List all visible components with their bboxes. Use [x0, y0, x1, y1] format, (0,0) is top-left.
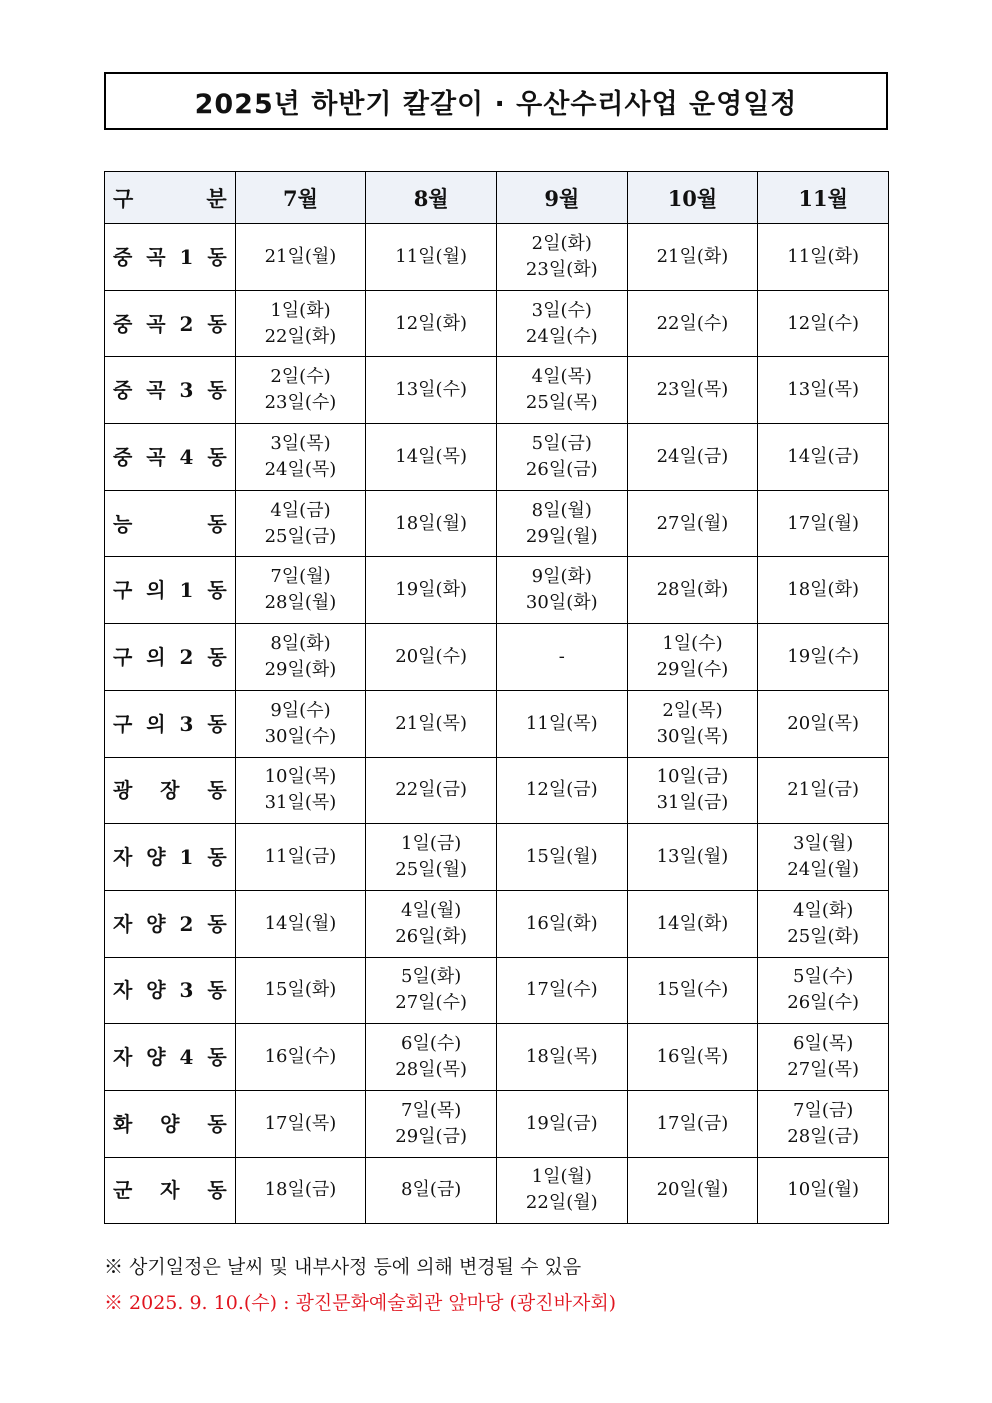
table-row: [105, 557, 889, 624]
date-cell: 6일(수) 28일(목): [366, 1024, 497, 1091]
date-cell: 4일(월) 26일(화): [366, 890, 497, 957]
date-cell: 17일(수): [496, 957, 627, 1024]
note-weather: ※ 상기일정은 날씨 및 내부사정 등에 의해 변경될 수 있음: [104, 1256, 582, 1278]
date-cell: 2일(목) 30일(목): [627, 690, 758, 757]
date-cell: 7일(목) 29일(금): [366, 1090, 497, 1157]
month-header: 11월: [758, 172, 889, 224]
table-row: [105, 624, 889, 691]
date-cell: 6일(목) 27일(목): [758, 1024, 889, 1091]
month-header: 9월: [496, 172, 627, 224]
table-row: [105, 290, 889, 357]
district-label: 중 곡 4 동: [105, 424, 236, 491]
note-bazaar: ※ 2025. 9. 10.(수) : 광진문화예술회관 앞마당 (광진바자회): [104, 1292, 617, 1314]
date-cell: 19일(금): [496, 1090, 627, 1157]
date-cell: 16일(수): [235, 1024, 366, 1091]
district-label: 능 동: [105, 490, 236, 557]
district-label: 자 양 4 동: [105, 1024, 236, 1091]
date-cell: 10일(월): [758, 1157, 889, 1224]
date-cell: 12일(금): [496, 757, 627, 824]
date-cell: 20일(월): [627, 1157, 758, 1224]
district-label: 자 양 2 동: [105, 890, 236, 957]
month-header: 7월: [235, 172, 366, 224]
date-cell: 2일(수) 23일(수): [235, 357, 366, 424]
date-cell: 13일(목): [758, 357, 889, 424]
corner-header: 구 분: [105, 172, 236, 224]
date-cell: 19일(화): [366, 557, 497, 624]
date-cell: 17일(월): [758, 490, 889, 557]
date-cell: 4일(화) 25일(화): [758, 890, 889, 957]
table-row: [105, 824, 889, 891]
table-row: [105, 357, 889, 424]
table-body: [105, 224, 889, 1224]
table-row: [105, 957, 889, 1024]
date-cell: 17일(금): [627, 1090, 758, 1157]
date-cell: 3일(월) 24일(월): [758, 824, 889, 891]
date-cell: 13일(수): [366, 357, 497, 424]
date-cell: 11일(목): [496, 690, 627, 757]
date-cell: 8일(금): [366, 1157, 497, 1224]
table-row: [105, 490, 889, 557]
date-cell: 1일(수) 29일(수): [627, 624, 758, 691]
date-cell: 17일(목): [235, 1090, 366, 1157]
date-cell: 1일(화) 22일(화): [235, 290, 366, 357]
district-label: 중 곡 3 동: [105, 357, 236, 424]
date-cell: 4일(목) 25일(목): [496, 357, 627, 424]
date-cell: 9일(수) 30일(수): [235, 690, 366, 757]
date-cell: 21일(목): [366, 690, 497, 757]
date-cell: 4일(금) 25일(금): [235, 490, 366, 557]
date-cell: 11일(화): [758, 224, 889, 291]
date-cell: 21일(금): [758, 757, 889, 824]
district-label: 화 양 동: [105, 1090, 236, 1157]
date-cell: 8일(월) 29일(월): [496, 490, 627, 557]
table-row: [105, 1157, 889, 1224]
schedule-table: [104, 171, 889, 1224]
table-row: [105, 690, 889, 757]
date-cell: 11일(금): [235, 824, 366, 891]
date-cell: 20일(목): [758, 690, 889, 757]
date-cell: 2일(화) 23일(화): [496, 224, 627, 291]
date-cell: 28일(화): [627, 557, 758, 624]
date-cell: 14일(화): [627, 890, 758, 957]
date-cell: 23일(목): [627, 357, 758, 424]
date-cell: 5일(금) 26일(금): [496, 424, 627, 491]
date-cell: 24일(금): [627, 424, 758, 491]
district-label: 중 곡 1 동: [105, 224, 236, 291]
date-cell: 1일(금) 25일(월): [366, 824, 497, 891]
date-cell: 18일(월): [366, 490, 497, 557]
date-cell: 14일(목): [366, 424, 497, 491]
date-cell: 12일(수): [758, 290, 889, 357]
date-cell: 7일(금) 28일(금): [758, 1090, 889, 1157]
date-cell: 3일(목) 24일(목): [235, 424, 366, 491]
date-cell: 22일(금): [366, 757, 497, 824]
page-title: 2025년 하반기 칼갈이 · 우산수리사업 운영일정: [194, 88, 798, 120]
date-cell: 5일(화) 27일(수): [366, 957, 497, 1024]
district-label: 중 곡 2 동: [105, 290, 236, 357]
date-cell: 15일(수): [627, 957, 758, 1024]
date-cell: 9일(화) 30일(화): [496, 557, 627, 624]
date-cell: 22일(수): [627, 290, 758, 357]
date-cell: 18일(목): [496, 1024, 627, 1091]
date-cell: 21일(화): [627, 224, 758, 291]
district-label: 군 자 동: [105, 1157, 236, 1224]
district-label: 구 의 2 동: [105, 624, 236, 691]
date-cell: 13일(월): [627, 824, 758, 891]
district-label: 구 의 1 동: [105, 557, 236, 624]
date-cell: 11일(월): [366, 224, 497, 291]
date-cell: 18일(화): [758, 557, 889, 624]
table-row: [105, 1090, 889, 1157]
date-cell: 18일(금): [235, 1157, 366, 1224]
date-cell: 19일(수): [758, 624, 889, 691]
date-cell: 20일(수): [366, 624, 497, 691]
date-cell: 16일(목): [627, 1024, 758, 1091]
district-label: 구 의 3 동: [105, 690, 236, 757]
header-row: [105, 172, 889, 224]
month-header: 8월: [366, 172, 497, 224]
date-cell: 14일(월): [235, 890, 366, 957]
date-cell: 27일(월): [627, 490, 758, 557]
date-cell: 12일(화): [366, 290, 497, 357]
date-cell: 10일(목) 31일(목): [235, 757, 366, 824]
date-cell: 7일(월) 28일(월): [235, 557, 366, 624]
date-cell: 14일(금): [758, 424, 889, 491]
district-label: 광 장 동: [105, 757, 236, 824]
date-cell: 3일(수) 24일(수): [496, 290, 627, 357]
date-cell: 16일(화): [496, 890, 627, 957]
table-row: [105, 890, 889, 957]
date-cell: -: [496, 624, 627, 691]
date-cell: 1일(월) 22일(월): [496, 1157, 627, 1224]
district-label: 자 양 3 동: [105, 957, 236, 1024]
date-cell: 21일(월): [235, 224, 366, 291]
month-header: 10월: [627, 172, 758, 224]
table-row: [105, 224, 889, 291]
table-row: [105, 424, 889, 491]
date-cell: 15일(월): [496, 824, 627, 891]
date-cell: 8일(화) 29일(화): [235, 624, 366, 691]
table-row: [105, 1024, 889, 1091]
district-label: 자 양 1 동: [105, 824, 236, 891]
date-cell: 5일(수) 26일(수): [758, 957, 889, 1024]
title-box: [104, 72, 888, 130]
table-row: [105, 757, 889, 824]
date-cell: 15일(화): [235, 957, 366, 1024]
date-cell: 10일(금) 31일(금): [627, 757, 758, 824]
